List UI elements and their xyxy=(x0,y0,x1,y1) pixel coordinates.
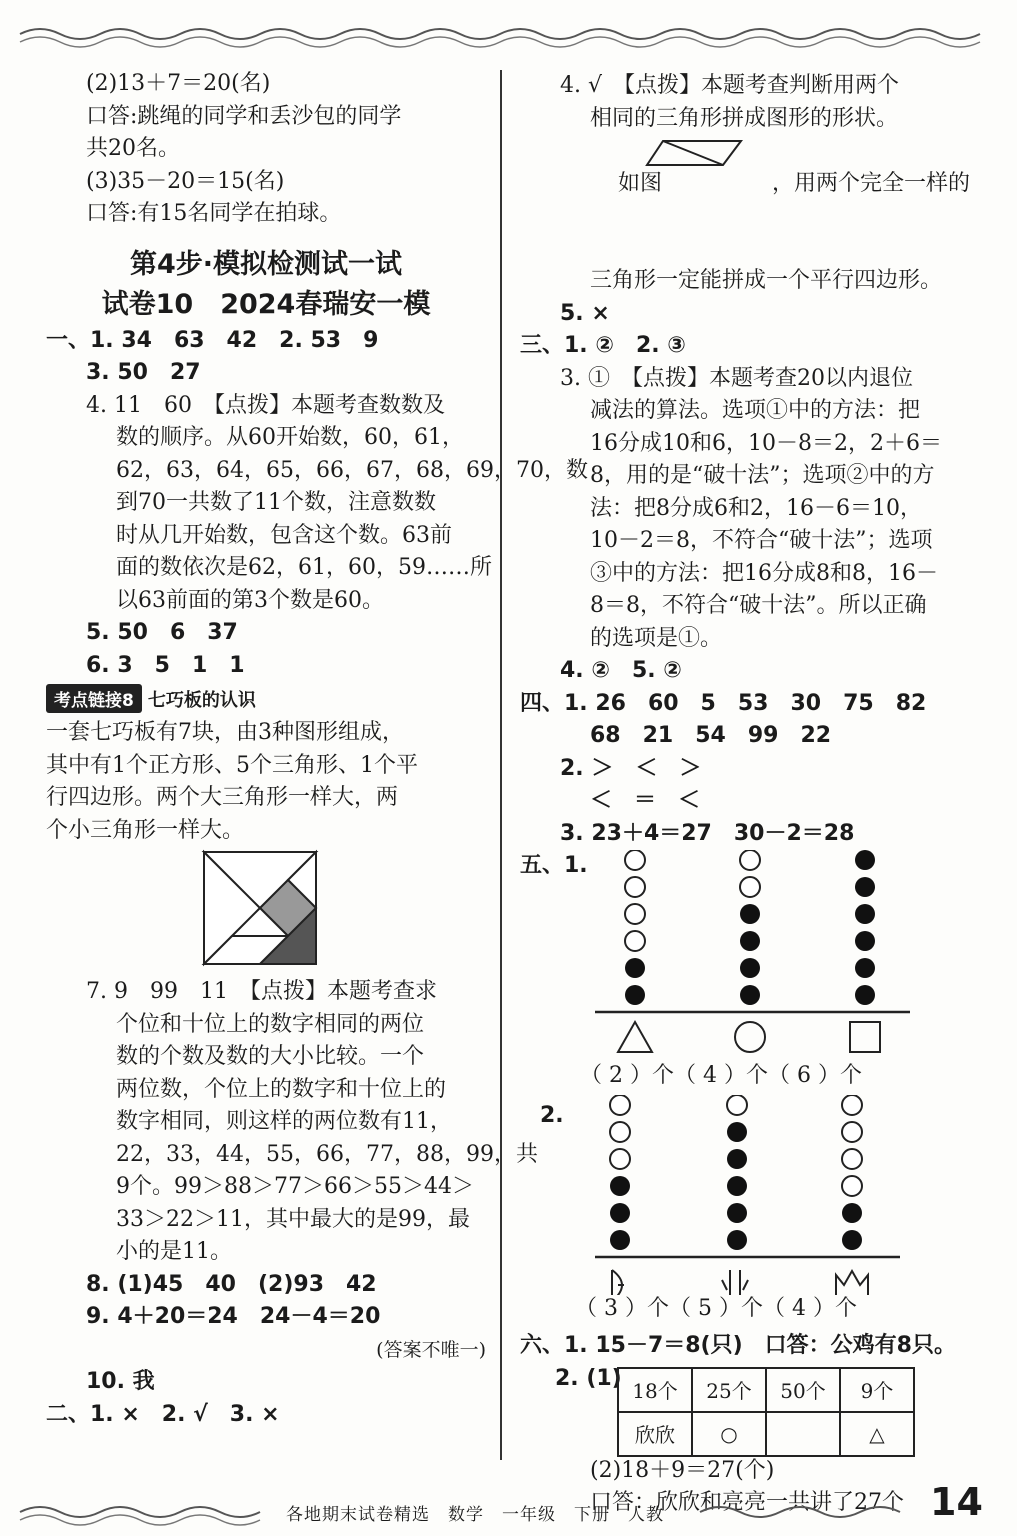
answer-line: 二、1. × 2. √ 3. × xyxy=(46,1401,280,1427)
knowledge-text: 其中有1个正方形、5个三角形、1个平 xyxy=(46,752,418,778)
tangram-figure xyxy=(46,847,486,972)
table-cell: ○ xyxy=(692,1412,766,1456)
answer-value: 4 xyxy=(792,1296,807,1321)
answer-line: 两位数，个位上的数字和十位上的 xyxy=(116,1076,447,1102)
answer-line: 4. ② 5. ② xyxy=(560,658,682,683)
moon-icon xyxy=(612,1270,624,1295)
answer-line: 口答:跳绳的同学和丢沙包的同学 xyxy=(86,103,402,129)
answer-line: 7. 9 99 11 【点拨】本题考查求 xyxy=(86,979,437,1004)
answer-line: (2)18＋9＝27(个) xyxy=(590,1457,775,1483)
table-cell: 18个 xyxy=(618,1368,692,1412)
unit-label: 个 xyxy=(835,1296,858,1321)
right-column xyxy=(520,70,975,1520)
answer-line: 8. (1)45 40 (2)93 42 xyxy=(86,1271,377,1297)
answer-line: 22，33，44，55，66，77，88，99，共 xyxy=(116,1141,538,1167)
bead-column-square xyxy=(855,850,875,1005)
answer-line: 3. 23＋4＝27 30－2＝28 xyxy=(560,820,855,846)
answer-line: 8＝8，不符合“破十法”。所以正确 xyxy=(590,593,927,618)
answer-line: 三、1. ② 2. ③ xyxy=(520,333,686,358)
knowledge-text: 个小三角形一样大。 xyxy=(46,817,245,843)
answer-line: 口答:有15名同学在拍球。 xyxy=(86,201,342,226)
triangle-icon xyxy=(618,1022,652,1052)
answer-line: 面的数依次是62，61，60，59……所 xyxy=(116,555,492,580)
answer-value: 3 xyxy=(604,1296,618,1321)
knowledge-title: 七巧板的认识 xyxy=(147,690,256,711)
answer-line: 共20名。 xyxy=(86,136,180,161)
answer-line: 9. 4＋20＝24 24－4＝20 xyxy=(86,1304,381,1329)
answer-line: 口答：欣欣和亮亮一共讲了27个 xyxy=(590,1490,904,1515)
knowledge-text: 行四边形。两个大三角形一样大，两 xyxy=(46,785,399,810)
square-icon xyxy=(850,1022,880,1052)
mountain-icon xyxy=(836,1271,868,1295)
bead-figure-1 xyxy=(520,850,975,1095)
answer-blanks: （ 2 ）个（ 4 ）个（ 6 ）个 xyxy=(580,1063,863,1088)
bead-column-moon xyxy=(610,1095,630,1250)
answer-line: 的选项是①。 xyxy=(590,625,723,651)
unit-label: 个 xyxy=(840,1063,863,1088)
answer-line: 8，用的是“破十法”；选项②中的方 xyxy=(590,463,935,488)
answer-line: 数字相同，则这样的两位数有11， xyxy=(116,1109,452,1134)
answer-line: 62，63，64，65，66，67，68，69，70，数 xyxy=(116,457,588,483)
parallelogram-figure xyxy=(645,139,745,167)
answer-line: 6. 3 5 1 1 xyxy=(86,652,245,678)
answer-note: (答案不唯一) xyxy=(376,1338,486,1361)
answer-line: 四、1. 26 60 5 53 30 75 82 xyxy=(520,690,927,716)
unit-label: 个 xyxy=(746,1063,769,1088)
water-icon xyxy=(722,1270,748,1295)
answer-line: 10. 我 xyxy=(86,1369,155,1394)
question-label: 2. xyxy=(540,1103,564,1128)
answer-line: 4. 11 60 【点拨】本题考查数数及 xyxy=(86,392,445,418)
question-label: 五、1. xyxy=(520,853,588,878)
knowledge-text: 一套七巧板有7块，由3种图形组成， xyxy=(46,720,404,745)
answer-line: 相同的三角形拼成图形的形状。 xyxy=(590,105,899,131)
answer-line: 2. ＞ ＜ ＞ xyxy=(560,755,702,781)
answer-line: 3. 50 27 xyxy=(86,360,201,385)
answer-line: ＜ ＝ ＜ xyxy=(590,788,701,813)
knowledge-badge: 考点链接8 xyxy=(46,684,142,713)
answer-line: 68 21 54 99 22 xyxy=(590,723,832,748)
unit-label: 个 xyxy=(647,1296,670,1321)
answer-value: 2 xyxy=(609,1063,623,1088)
page-number: 14 xyxy=(930,1480,983,1524)
answer-line: 5. × xyxy=(560,300,610,326)
question-label: 2. (1) xyxy=(555,1365,622,1391)
answer-line: 一、1. 34 63 42 2. 53 9 xyxy=(46,327,379,353)
answer-line: 个位和十位上的数字相同的两位 xyxy=(116,1011,425,1037)
answer-line: (2)13＋7＝20(名) xyxy=(86,71,271,96)
page-footer: 各地期末试卷精选 数学 一年级 下册 人教 xyxy=(286,1505,664,1525)
circle-icon xyxy=(735,1022,765,1052)
table-cell: 50个 xyxy=(766,1368,840,1412)
table-cell: △ xyxy=(840,1412,914,1456)
answer-line: 六、1. 15－7＝8(只) 口答：公鸡有8只。 xyxy=(520,1333,956,1358)
table-cell: 25个 xyxy=(692,1368,766,1412)
bead-column-triangle xyxy=(625,850,645,1005)
bead-figure-2 xyxy=(520,1095,975,1330)
answer-line xyxy=(520,135,975,265)
answer-line: 9个。99＞88＞77＞66＞55＞44＞ xyxy=(116,1174,474,1199)
answer-text: 如图 ，用两个完全一样的 xyxy=(617,170,970,196)
answer-line: 减法的算法。选项①中的方法：把 xyxy=(590,398,921,423)
bead-chart-symbols xyxy=(590,1095,970,1295)
answer-line: 数的个数及数的大小比较。一个 xyxy=(116,1044,425,1069)
section-title: 第4步·模拟检测试一试 xyxy=(129,248,403,280)
bead-chart-shapes xyxy=(590,850,970,1060)
answer-line: (3)35－20＝15(名) xyxy=(86,168,285,194)
answer-blanks: （ 3 ）个（ 5 ）个（ 4 ）个 xyxy=(575,1296,858,1321)
answer-table xyxy=(617,1367,915,1457)
unit-label: 个 xyxy=(741,1296,764,1321)
answer-line: 33＞22＞11，其中最大的是99，最 xyxy=(116,1206,470,1232)
knowledge-link xyxy=(46,684,486,713)
answer-value: 5 xyxy=(698,1296,713,1321)
top-wave-border xyxy=(0,22,1017,52)
table-cell: 欣欣 xyxy=(618,1412,692,1456)
answer-line: 4. √ 【点拨】本题考查判断用两个 xyxy=(560,73,900,98)
column-divider xyxy=(500,70,502,1460)
answer-line: 法：把8分成6和2，16－6＝10， xyxy=(590,495,922,521)
answer-value: 6 xyxy=(797,1063,812,1088)
paper-title: 试卷10 2024春瑞安一模 xyxy=(101,288,431,320)
table-cell: 9个 xyxy=(840,1368,914,1412)
answer-line: 时从几开始数，包含这个数。63前 xyxy=(116,522,452,548)
table-cell xyxy=(766,1412,840,1456)
answer-line: 到70一共数了11个数，注意数数 xyxy=(116,490,436,515)
table-row xyxy=(618,1412,914,1456)
answer-line: 16分成10和6，10－8＝2，2＋6＝ xyxy=(590,430,942,456)
answer-line: 3. ① 【点拨】本题考查20以内退位 xyxy=(560,365,913,391)
bottom-wave-border xyxy=(0,1500,1017,1530)
answer-line: 三角形一定能拼成一个平行四边形。 xyxy=(590,268,943,293)
bead-column-mountain xyxy=(842,1095,862,1250)
table-row xyxy=(618,1368,914,1412)
answer-value: 4 xyxy=(703,1063,718,1088)
answer-line: 小的是11。 xyxy=(116,1239,232,1264)
bead-column-circle xyxy=(740,850,760,1005)
answer-line: 5. 50 6 37 xyxy=(86,620,238,645)
bead-column-water xyxy=(727,1095,747,1250)
unit-label: 个 xyxy=(652,1063,675,1088)
table-block xyxy=(520,1363,975,1455)
answer-line: 10－2＝8，不符合“破十法”；选项 xyxy=(590,528,933,553)
answer-line: 以63前面的第3个数是60。 xyxy=(116,587,384,613)
answer-line: ③中的方法：把16分成8和8，16－ xyxy=(590,560,938,586)
answer-line: 数的顺序。从60开始数，60，61， xyxy=(116,425,464,450)
